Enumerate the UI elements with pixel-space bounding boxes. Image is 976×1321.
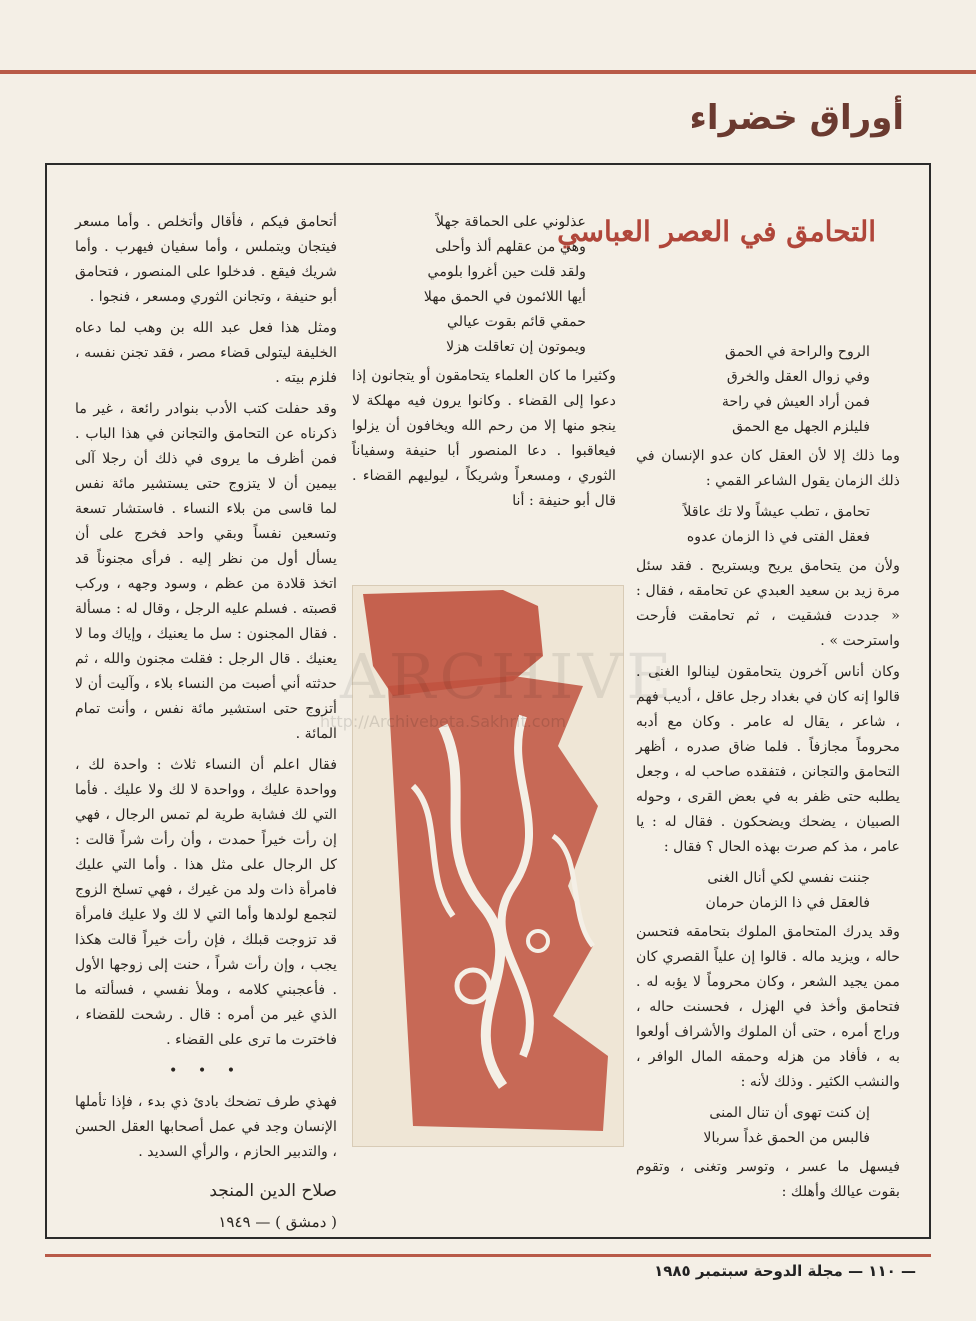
page-footer: — ١١٠ — مجلة الدوحة سبتمبر ١٩٨٥ [654,1262,916,1280]
verse-line: فالعقل في ذا الزمان حرمان [705,895,870,911]
verse-line: الروح والراحة في الحمق [725,344,870,360]
verse-line: إن كنت تهوى أن تنال المنى [709,1105,870,1121]
author-name: صلاح الدين المنجد [209,1181,337,1201]
paragraph: فهذي طرف تضحك بادئ ذي بدء ، فإذا تأملها الإنسان وجد في عمل أصحابها العقل الحسن ، والتدبير الحازم ، والرأي السديد . [75,1094,337,1160]
verse-line: فمن أراد العيش في راحة [721,394,870,410]
paragraph: وقد يدرك المتحامق الملوك بتحامقه فتحسن حاله ، ويزيد ماله . قالوا إن علياً القصري كان ممن يجيد الشعر ، وكان محروماً لا يؤبه له . فتحامق وأخذ في الهزل ، فحسنت حاله ، وراج أمره ، حتى أن الملوك والأشراف أولعوا به ، فأفاد من هزله وحمقه المال الوافر ، والنشب الكثير . وذلك لأنه : [636,924,900,1090]
verse-block [636,500,900,550]
paragraph: وما ذلك إلا لأن العقل كان عدو الإنسان في ذلك الزمان يقول الشاعر القمي : [636,448,900,489]
watermark-text: ARCHIVE [340,640,676,713]
section-tag: أوراق خضراء [689,98,904,138]
verse-line: حمقي قائم بقوت عيالي [446,314,586,330]
verse-line: ويموتون إن تعاقلت هزلا [446,339,586,355]
verse-block [636,866,900,916]
left-column [75,210,337,1235]
paragraph: فقال اعلم أن النساء ثلاث : واحدة لك ، وواحدة عليك ، وواحدة لا لك ولا عليك . فأما التي لك فشابة طرية لم تمس الرجال ، فهي إن رأت خيراً حمدت ، وأن رأت شراً قالت : كل الرجال على مثل هذا . وأما التي عليك فامرأة ذات ولد من غيرك ، فهي تسلخ الزوج لتجمع لولدها وأما التي لا لك ولا عليك فامرأة قد تزوجت قبلك ، فإن رأت خيراً قالت هكذا يجب ، وإن رأت شراً ، حنت إلى زوجها الأول . فأعجبني كلامه ، وملأ نفسي ، فسألته ما الذي غير من أمره : قال . رشحت للقضاء ، فاخترت ما ترى على القضاء . [75,757,337,1048]
verse-line: وهي من عقلهم ألذ وأحلى [435,239,586,255]
watermark-url: http://Archivebeta.Sakhrit.com [320,712,566,731]
verse-block [636,1101,900,1151]
paragraph: أتحامق فيكم ، فأقال وأتخلص . وأما مسعر فيتجان ويتملس ، وأما سفيان فيهرب . وأما شريك فيقع . فدخلوا على المنصور ، فتحامق أبو حنيفة ، وتجانن الثوري ومسعر ، فنجوا . [75,214,337,305]
verse-line: فالبس من الحمق غداً سربالا [703,1130,870,1146]
paragraph: ومثل هذا فعل عبد الله بن وهب لما دعاه الخليفة ليتولى قضاء مصر ، فقد تجنن نفسه ، فلزم بيته . [75,320,337,386]
author-place-date: ( دمشق ) — ١٩٤٩ [218,1213,337,1231]
verse-line: أيها اللائمون في الحمق مهلا [423,289,586,305]
bottom-rule [45,1254,931,1257]
verse-line: تحامق ، تطب عيشاً ولا تك عاقلاً [683,504,870,520]
verse-line: فعقل الفتى في ذا الزمان عدوه [686,529,870,545]
separator: • • • [168,1063,244,1079]
paragraph: ولأن من يتحامق يريح ويستريح . فقد سئل مرة زيد بن سعيد العبدي عن تحامقه ، فقال : « جددت فشقيت ، ثم تحامقت فأرحت واسترحت » . [636,558,900,649]
right-column [636,340,900,1211]
article-title: التحامق في العصر العباسي [557,215,876,248]
verse-line: عذلوني على الحماقة جهلاً [436,214,586,230]
paragraph: وكثيرا ما كان العلماء يتحامقون أو يتجانون إذا دعوا إلى القضاء . وكانوا يرون فيه مهلكة لا ينجو منها إلا من رحم الله ويخافون أن يزلوا فيعاقبوا . دعا المنصور أبا حنيفة وسفياناً الثوري ، ومسعراً وشريكاً ، ليوليهم القضاء . قال أبو حنيفة : أنا [352,368,616,509]
verse-block [636,340,900,440]
verse-line: جننت نفسي لكي أنال الغنى [707,870,870,886]
verse-line: وفي زوال العقل والخرق [726,369,870,385]
verse-line: فليلزم الجهل مع الحمق [732,419,870,435]
verse-block [352,210,616,360]
verse-line: ولقد قلت حين أغروا بلومي [427,264,586,280]
paragraph: وقد حفلت كتب الأدب بنوادر رائعة ، غير ما ذكرناه عن التحامق والتجانن في هذا الباب . فمن أظرف ما يروى في ذلك أن رجلا آلى بيمين أن لا يتزوج حتى يستشير مائة نفس لما قاسى من بلاء النساء . فاستشار تسعة وتسعين نفساً وبقي واحد فخرج على أن يسأل أول من نظر إليه . فرأى مجنوناً قد اتخذ قلادة من عظم ، وسود وجهه ، وركب قصبته . فسلم عليه الرجل ، وقال له : مسألة . فقال المجنون : سل ما يعنيك ، وإياك وما لا يعنيك . قال الرجل : فقلت مجنون والله ، ثم حدثته أني أصبت من النساء بلاء ، وآليت أن لا أتزوج حتى استشير مائة نفس ، وأنت تمام المائة . [75,401,337,742]
top-rule [0,70,976,74]
paragraph: وكان أناس آخرون يتحامقون لينالوا الغنى . قالوا إنه كان في بغداد رجل عاقل ، أديب فهم ، شاعر ، يقال له عامر . وكان مع أدبه محروماً مجازفاً . فلما ضاق صدره ، أظهر التحامق والتجانن ، فتفقده صاحب له ، وجعل يطلبه حتى ظفر به في بعض القرى ، وحوله الصبيان ، يضحك ويضحكون . فقال له : يا عامر ، مذ كم صرت بهذه الحال ؟ فقال : [636,664,900,855]
middle-column [352,210,616,520]
paragraph: فيسهل ما عسر ، وتوسر وتغنى ، وتقوم بقوت عيالك وأهلك : [636,1159,900,1200]
